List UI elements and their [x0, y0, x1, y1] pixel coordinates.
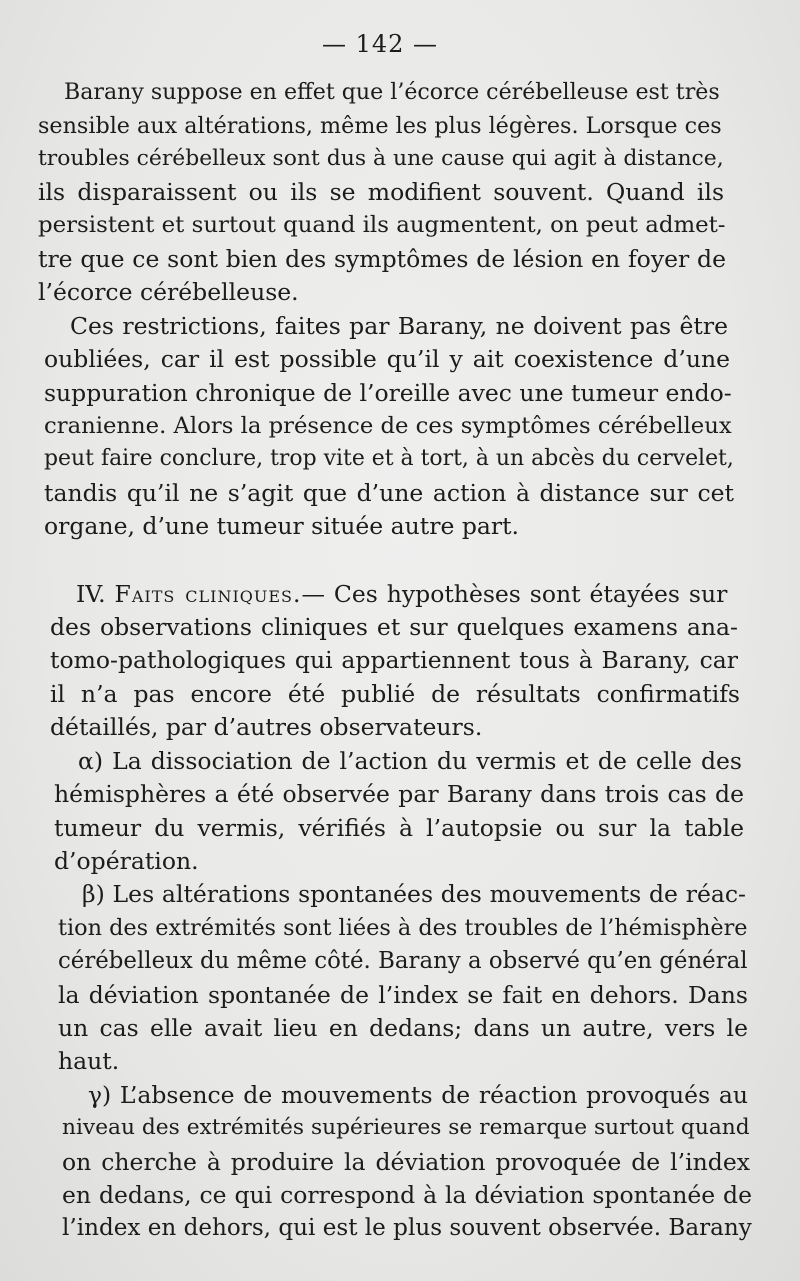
text-line: détaillés, par d’autres observateurs.: [50, 713, 483, 741]
text-line: en dedans, ce qui correspond à la déviation spontanée de: [62, 1181, 752, 1209]
text-line: l’écorce cérébelleuse.: [38, 278, 299, 306]
text-line: α) La dissociation de l’action du vermis et de celle des: [78, 747, 742, 775]
text-line: oubliées, car il est possible qu’il y ait coexistence d’une: [44, 345, 730, 373]
section-text: — Ces hypothèses sont étayées sur: [301, 580, 728, 608]
text-line: tomo-pathologiques qui appartiennent tous à Barany, car: [50, 646, 738, 674]
page-number: — 142 —: [321, 30, 439, 58]
text-line: tandis qu’il ne s’agit que d’une action à distance sur cet: [44, 479, 734, 507]
text-line: un cas elle avait lieu en dedans; dans un autre, vers le: [58, 1014, 748, 1042]
text-line: haut.: [58, 1047, 120, 1075]
text-line: persistent et surtout quand ils augmentent, on peut admet-: [38, 212, 726, 238]
section-number: IV.: [76, 580, 115, 608]
text-line: niveau des extrémités supérieures se remarque surtout quand: [62, 1115, 750, 1140]
text-line: γ) L’absence de mouvements de réaction provoqués au: [88, 1081, 748, 1109]
text-line: l’index en dehors, qui est le plus souvent observée. Barany: [62, 1215, 752, 1241]
text-line: hémisphères a été observée par Barany dans trois cas de: [54, 780, 744, 808]
text-line: ils disparaissent ou ils se modifient souvent. Quand ils: [38, 178, 724, 206]
text-line: d’opération.: [54, 847, 199, 875]
text-line: β) Les altérations spontanées des mouvements de réac-: [82, 880, 746, 908]
text-line: il n’a pas encore été publié de résultats confirmatifs: [50, 680, 740, 708]
text-line: organe, d’une tumeur située autre part.: [44, 512, 520, 540]
text-line: cérébelleux du même côté. Barany a observé qu’en général: [58, 948, 748, 974]
section-title: Faits cliniques.: [114, 580, 302, 608]
text-line: tumeur du vermis, vérifiés à l’autopsie ou sur la table: [54, 814, 744, 842]
text-line: des observations cliniques et sur quelques examens ana-: [50, 613, 738, 641]
text-line: la déviation spontanée de l’index se fait en dehors. Dans: [58, 981, 748, 1009]
text-line: troubles cérébelleux sont dus à une cause qui agit à distance,: [38, 146, 724, 171]
text-line: peut faire conclure, trop vite et à tort, à un abcès du cervelet,: [44, 446, 734, 471]
text-line: cranienne. Alors la présence de ces symptômes cérébelleux: [44, 413, 732, 439]
text-line: Barany suppose en effet que l’écorce cérébelleuse est très: [64, 79, 720, 105]
text-line: sensible aux altérations, même les plus légères. Lorsque ces: [38, 113, 722, 139]
section-heading-line: [76, 580, 728, 608]
text-line: on cherche à produire la déviation provoquée de l’index: [62, 1148, 750, 1176]
text-line: tre que ce sont bien des symptômes de lésion en foyer de: [38, 245, 726, 273]
text-line: tion des extrémités sont liées à des troubles de l’hémisphère: [58, 915, 748, 941]
text-line: Ces restrictions, faites par Barany, ne doivent pas être: [70, 312, 728, 340]
text-line: suppuration chronique de l’oreille avec une tumeur endo-: [44, 379, 732, 407]
